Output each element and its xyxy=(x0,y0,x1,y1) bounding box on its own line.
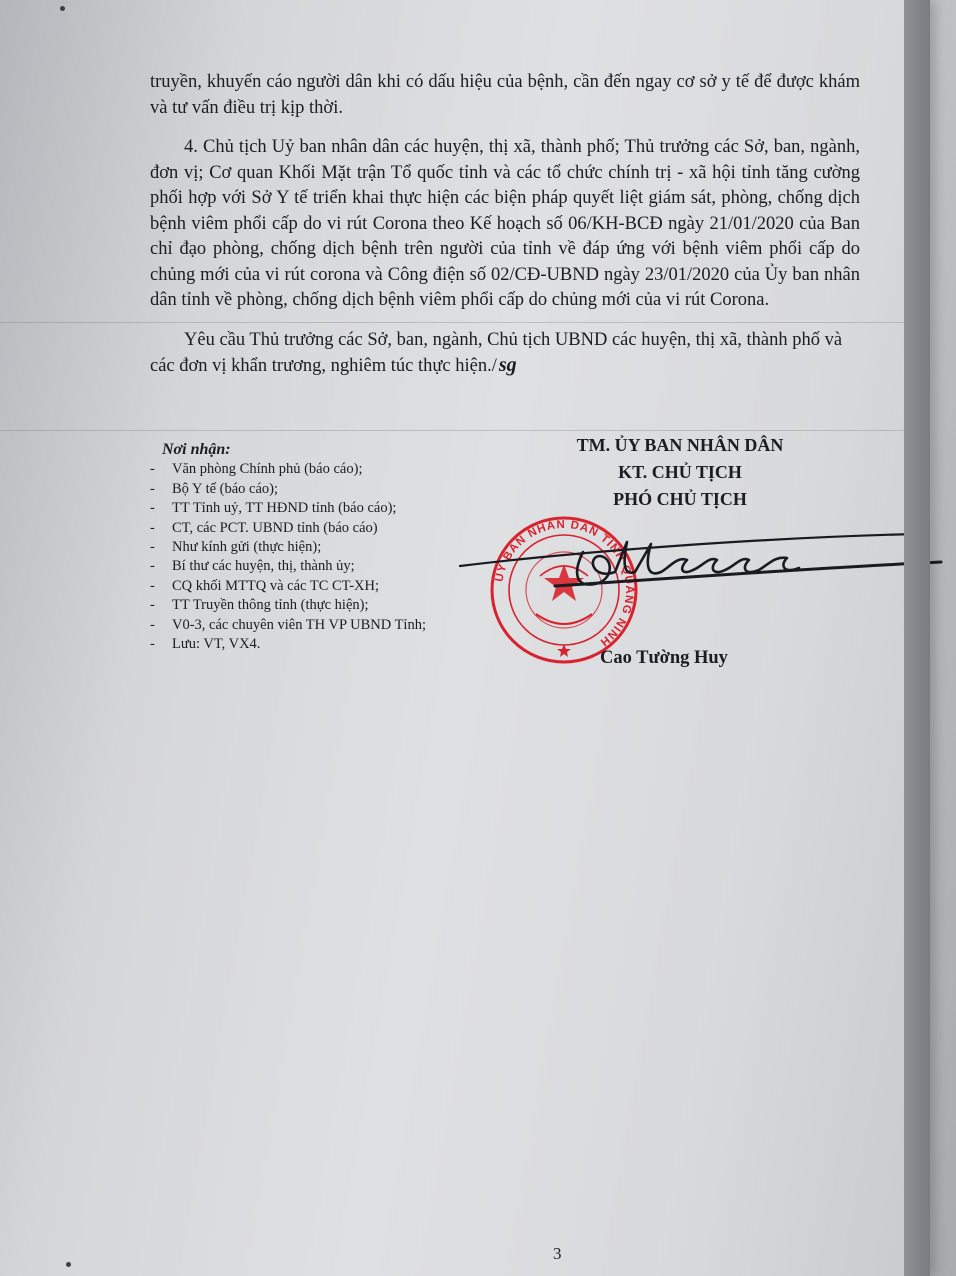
recipients-heading: Nơi nhận: xyxy=(162,441,231,458)
staple-hole xyxy=(66,1262,71,1267)
signer-title-3: PHÓ CHỦ TỊCH xyxy=(613,489,747,509)
staple-hole xyxy=(60,6,65,11)
recipient-item: - CQ khối MTTQ và các TC CT-XH; xyxy=(148,577,528,596)
recipient-item: - Bộ Y tế (báo cáo); xyxy=(148,480,528,499)
handwritten-signature xyxy=(455,522,945,622)
signer-block xyxy=(520,432,840,513)
recipient-item: - V0-3, các chuyên viên TH VP UBND Tỉnh; xyxy=(148,616,528,635)
paragraph-continuation: truyền, khuyến cáo người dân khi có dấu hiệu của bệnh, cần đến ngay cơ sở y tế để được khám và tư vấn điều trị kịp thời. xyxy=(150,72,860,118)
recipient-item: - Văn phòng Chính phủ (báo cáo); xyxy=(148,460,528,479)
signer-title-2: KT. CHỦ TỊCH xyxy=(618,462,742,482)
signer-title-1: TM. ỦY BAN NHÂN DÂN xyxy=(576,435,784,455)
recipient-item: - Bí thư các huyện, thị, thành ủy; xyxy=(148,557,528,576)
svg-text:ỦY BAN NHÂN DÂN TỈNH QUẢNG NIN: ỦY BAN NHÂN DÂN TỈNH QUẢNG NINH xyxy=(493,518,636,649)
paragraph-item-4: 4. Chủ tịch Uỷ ban nhân dân các huyện, thị xã, thành phố; Thủ trưởng các Sở, ban, ngành, đơn vị; Cơ quan Khối Mặt trận Tổ quốc tỉnh và các tổ chức chính trị - xã hội tỉnh tăng cường phối hợp với Sở Y tế triển khai thực hiện các biện pháp quyết liệt giám sát, phòng, chống dịch bệnh viêm phổi cấp do vi rút Corona theo Kế hoạch số 06/KH-BCĐ ngày 21/01/2020 của Ban chỉ đạo phòng, chống dịch bệnh trên người của tỉnh về đáp ứng với bệnh viêm phổi cấp do chủng mới của vi rút corona và Công điện số 02/CĐ-UBND ngày 23/01/2020 của Ủy ban nhân dân tỉnh về phòng, chống dịch bệnh viêm phổi cấp do chủng mới của vi rút Corona. xyxy=(150,137,860,310)
recipient-item: - Lưu: VT, VX4. xyxy=(148,635,528,654)
signer-name: Cao Tường Huy xyxy=(600,648,728,668)
paragraph-request: Yêu cầu Thủ trưởng các Sở, ban, ngành, Chủ tịch UBND các huyện, thị xã, thành phố và các đơn vị khẩn trương, nghiêm túc thực hiện./ sg xyxy=(150,329,843,376)
recipient-item: - CT, các PCT. UBND tỉnh (báo cáo) xyxy=(148,519,528,538)
body-text xyxy=(150,70,860,380)
recipient-item: - TT Tỉnh uỷ, TT HĐND tỉnh (báo cáo); xyxy=(148,499,528,518)
page-number: 3 xyxy=(553,1244,562,1263)
initials-mark: sg xyxy=(498,354,517,376)
paper-edge-shadow xyxy=(904,0,930,1276)
recipient-item: - TT Truyền thông tỉnh (thực hiện); xyxy=(148,596,528,615)
recipient-item: - Như kính gửi (thực hiện); xyxy=(148,538,528,557)
paper-fold-line xyxy=(0,430,930,431)
